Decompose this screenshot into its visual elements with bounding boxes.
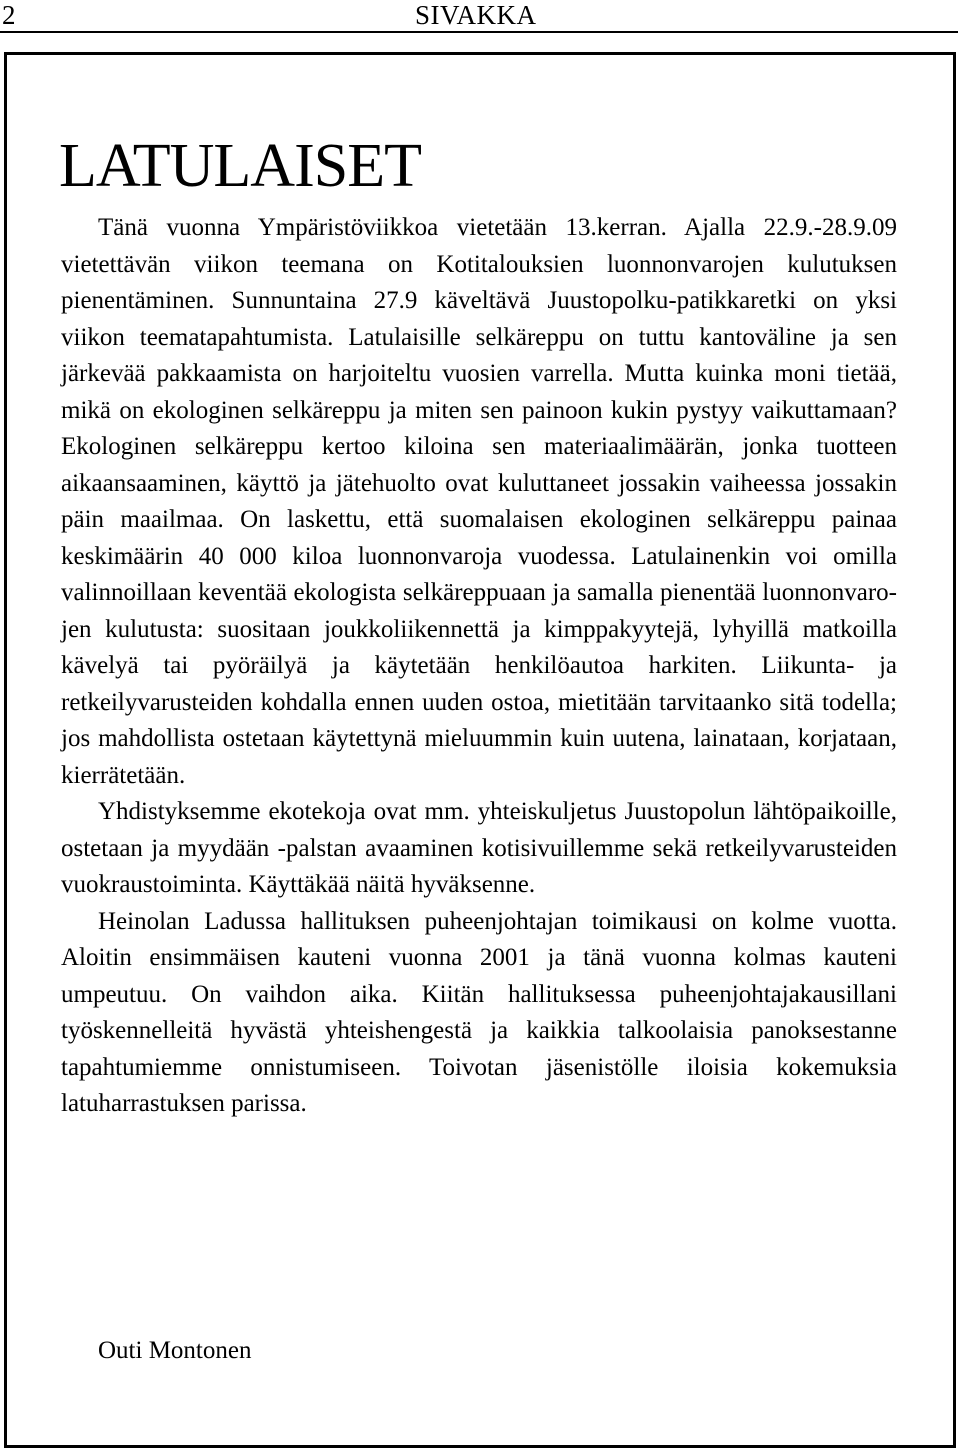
article-body bbox=[61, 210, 897, 1123]
author-signature: Outi Montonen bbox=[98, 1337, 252, 1364]
article-paragraph-1: Tänä vuonna Ympäristöviikkoa vietetään 13.kerran. Ajalla 22.9.-28.9.09 vietettävän viikon teemana on Kotitalouksien luonnonvarojen kulutuksen pienentäminen. Sunnuntaina 27.9 käveltävä Juustopolku-patikkaretki on yksi viikon teematapahtumista. Latulaisille selkäreppu on tuttu kantoväline ja sen järkevää pakkaamista on harjoiteltu vuosien varrella. Mutta kuinka moni tietää, mikä on ekologinen selkäreppu ja miten sen painoon kukin pystyy vaikuttamaan? Ekologinen selkäreppu kertoo kiloina sen materiaalimäärän, jonka tuotteen aikaansaaminen, käyttö ja jätehuolto ovat kuluttaneet jossakin vaiheessa jossakin päin maailmaa. On laskettu, että suomalaisen ekologinen selkäreppu painaa keskimäärin 40 000 kiloa luonnonvaroja vuodessa. Latulainenkin voi omilla valinnoillaan keventää ekologista selkäreppuaan ja samalla pienentää luonnonvarojen kulutusta: suositaan joukkoliikennettä ja kimppakyytejä, lyhyillä matkoilla kävelyä tai pyöräilyä ja käytetään henkilöautoa harkiten. Liikunta- ja retkeilyvarusteiden kohdalla ennen uuden ostoa, mietitään tarvitaanko sitä todella; jos mahdollista ostetaan käytettynä mieluummin kuin uutena, lainataan, korjataan, kierrätetään. bbox=[61, 214, 897, 789]
article-paragraph-3: Heinolan Ladussa hallituksen puheenjohtajan toimikausi on kolme vuotta. Aloitin ensimmäisen kauteni vuonna 2001 ja tänä vuonna kolmas kauteni umpeutuu. On vaihdon aika. Kiitän hallituksessa puheenjohtajakausillani työskennelleitä hyvästä yhteishengestä ja kaikkia talkoolaisia panoksestanne tapahtumiemme onnistumiseen. Toivotan jäsenistölle iloisia kokemuksia latuharrastuksen parissa. bbox=[61, 907, 897, 1117]
page-header bbox=[0, 0, 960, 34]
article-title: LATULAISET bbox=[59, 132, 421, 200]
header-rule bbox=[0, 31, 958, 33]
page-number: 2 bbox=[2, 0, 16, 30]
article-paragraph-2: Yhdistyksemme ekotekoja ovat mm. yhteiskuljetus Juustopolun lähtöpaikoille, ostetaan ja myydään -palstan avaaminen kotisivuillemme sekä retkeilyvarusteiden vuokraustoiminta. Käyttäkää näitä hyväksenne. bbox=[61, 798, 897, 898]
publication-name: SIVAKKA bbox=[415, 0, 537, 30]
